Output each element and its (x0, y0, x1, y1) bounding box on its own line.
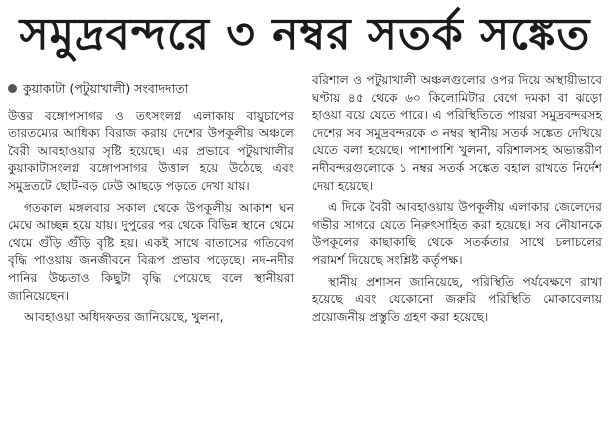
right-column (312, 72, 602, 330)
paragraph: এ দিকে বৈরী আবহাওয়ায় উপকূলীয় এলাকার জেলেদের গভীর সাগরে যেতে নিরুৎসাহিত করা হয়েছে। সব নৌযানকে উপকূলের কাছাকাছি থেকে সতর্কতার সাথে চলাচলের পরামর্শ দিয়েছে সংশ্লিষ্ট কর্তৃপক্ষ। (312, 200, 602, 267)
left-column (8, 80, 294, 331)
dateline-text: কুয়াকাটা (পটুয়াখালী) সংবাদদাতা (23, 81, 189, 96)
bullet-dot-icon (8, 84, 17, 93)
paragraph: স্থানীয় প্রশাসন জানিয়েছে, পরিস্থিতি পর্যবেক্ষণে রাখা হয়েছে এবং যেকোনো জরুরি পরিস্থিতি মোকাবেলায় প্রয়োজনীয় প্রস্তুতি গ্রহণ করা হয়েছে। (312, 274, 602, 324)
paragraph: উত্তর বঙ্গোপসাগর ও তৎসংলগ্ন এলাকায় বায়ুচাপের তারতম্যের আধিক্য বিরাজ করায় দেশের উপকূলীয় অঞ্চলে বৈরী আবহাওয়ার সৃষ্টি হয়েছে। এর প্রভাবে পটুয়াখালীর কুয়াকাটাসংলগ্ন বঙ্গোপসাগর উত্তাল হয়ে উঠেছে এবং সমুদ্রতটে ছোট-বড় ঢেউ আছড়ে পড়তে দেখা যায়। (8, 108, 294, 193)
paragraph: গতকাল মঙ্গলবার সকাল থেকে উপকূলীয় আকাশ ঘন মেঘে আচ্ছন্ন হয়ে যায়। দুপুরের পর থেকে বিভিন্ন স্থানে থেমে থেমে গুঁড়ি গুঁড়ি বৃষ্টি হয়। একই সাথে বাতাসের গতিবেগ বৃদ্ধি পাওয়ায় জনজীবনে বিরূপ প্রভাব পড়েছে। নদ-নদীর পানির উচ্চতাও কিছুটা বৃদ্ধি পেয়েছে বলে স্থানীয়রা জানিয়েছেন। (8, 200, 294, 303)
paragraph: বরিশাল ও পটুয়াখালী অঞ্চলগুলোর ওপর দিয়ে অস্থায়ীভাবে ঘণ্টায় ৪৫ থেকে ৬০ কিলোমিটার বেগে দমকা বা ঝড়ো হাওয়া বয়ে যেতে পারে। এ পরিস্থিতিতে পায়রা সমুদ্রবন্দরসহ দেশের সব সমুদ্রবন্দরকে ৩ নম্বর স্থানীয় সতর্ক সঙ্কেত দেখিয়ে যেতে বলা হয়েছে। পাশাপাশি খুলনা, বরিশালসহ অভ্যন্তরীণ নদীবন্দরগুলোকে ১ নম্বর সতর্ক সঙ্কেত বহাল রাখতে নির্দেশ দেয়া হয়েছে। (312, 73, 602, 193)
paragraph: আবহাওয়া অধিদফতর জানিয়েছে, খুলনা, (24, 310, 224, 325)
dateline (8, 80, 294, 98)
headline: সমুদ্রবন্দরে ৩ নম্বর সতর্ক সঙ্কেত (19, 9, 591, 60)
